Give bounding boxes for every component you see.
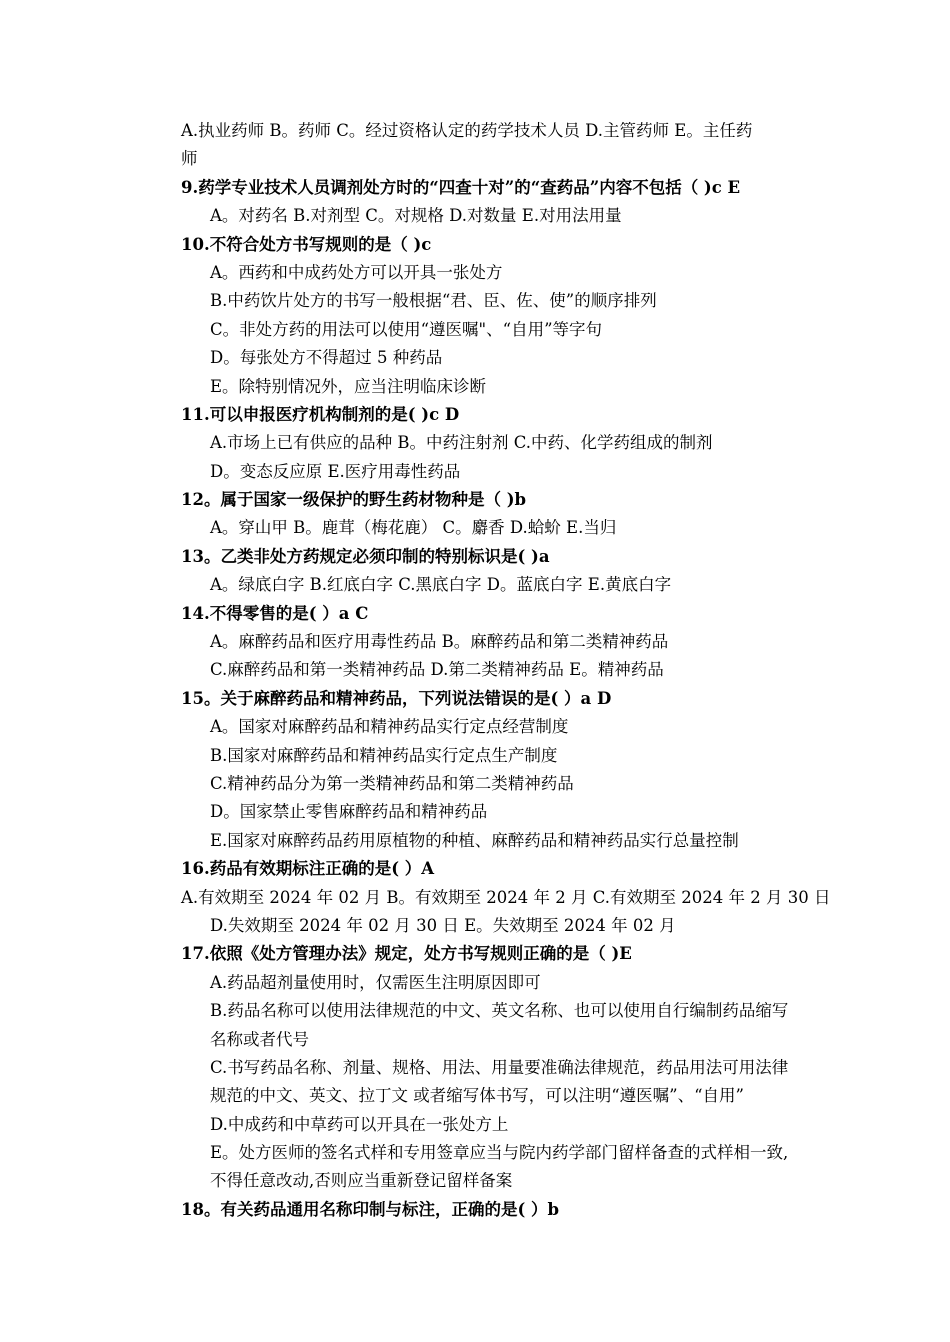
option-text: D.中成药和中草药可以开具在一张处方上: [210, 1114, 509, 1134]
question-text: 10.不符合处方书写规则的是（ )c: [181, 234, 432, 254]
option-text: A.执业药师 B。药师 C。经过资格认定的药学技术人员 D.主管药师 E。主任药: [181, 121, 753, 140]
option-text: A。国家对麻醉药品和精神药品实行定点经营制度: [210, 717, 569, 737]
question-list: [181, 117, 881, 1224]
option-text: D。每张处方不得超过 5 种药品: [210, 348, 443, 368]
option-text: C.精神药品分为第一类精神药品和第二类精神药品: [210, 773, 574, 793]
option-text: E。处方医师的签名式样和专用签章应当与院内药学部门留样备查的式样相一致,: [210, 1143, 789, 1163]
option-text: A。穿山甲 B。鹿茸（梅花鹿） C。麝香 D.蛤蚧 E.当归: [210, 518, 617, 538]
option-text: A.药品超剂量使用时，仅需医生注明原因即可: [210, 972, 541, 992]
question-text: 18。有关药品通用名称印制与标注，正确的是( ）b: [181, 1199, 560, 1219]
question-text: 12。属于国家一级保护的野生药材物种是（ )b: [181, 490, 527, 510]
option-text: B.国家对麻醉药品和精神药品实行定点生产制度: [210, 745, 558, 765]
question-text: 9.药学专业技术人员调剂处方时的“四查十对”的“查药品”内容不包括（ )c E: [181, 177, 741, 197]
option-text: E。除特别情况外，应当注明临床诊断: [210, 376, 487, 396]
option-text: A。绿底白字 B.红底白字 C.黑底白字 D。蓝底白字 E.黄底白字: [210, 575, 672, 595]
option-text: D。变态反应原 E.医疗用毒性药品: [210, 461, 461, 481]
question-text: 13。乙类非处方药规定必须印制的特别标识是( )a: [181, 546, 550, 566]
question-text: 16.药品有效期标注正确的是( ）A: [181, 859, 435, 879]
question-text: 11.可以申报医疗机构制剂的是( )c D: [181, 404, 460, 424]
question-text: 17.依照《处方管理办法》规定，处方书写规则正确的是（ )E: [181, 944, 632, 964]
option-text: 师: [181, 149, 198, 169]
option-text: C。非处方药的用法可以使用“遵医嘱"、“自用”等字句: [210, 319, 603, 339]
option-text: 规范的中文、英文、拉丁文 或者缩写体书写，可以注明“遵医嘱”、“自用”: [210, 1086, 744, 1106]
option-text: A。西药和中成药处方可以开具一张处方: [210, 262, 503, 282]
option-text: A.市场上已有供应的品种 B。中药注射剂 C.中药、化学药组成的制剂: [210, 433, 713, 453]
option-text: A。麻醉药品和医疗用毒性药品 B。麻醉药品和第二类精神药品: [210, 632, 669, 652]
option-text: B.药品名称可以使用法律规范的中文、英文名称、也可以使用自行编制药品缩写: [210, 1001, 789, 1021]
option-text: D。国家禁止零售麻醉药品和精神药品: [210, 802, 488, 822]
option-text: D.失效期至 2024 年 02 月 30 日 E。失效期至 2024 年 02 月: [210, 915, 676, 935]
option-text: B.中药饮片处方的书写一般根据“君、臣、佐、使”的顺序排列: [210, 291, 657, 311]
question-text: 15。关于麻醉药品和精神药品，下列说法错误的是( ）a D: [181, 688, 612, 708]
option-text: A。对药名 B.对剂型 C。对规格 D.对数量 E.对用法用量: [210, 206, 622, 226]
option-text: C.书写药品名称、剂量、规格、用法、用量要准确法律规范，药品用法可用法律: [210, 1057, 789, 1077]
option-text: 名称或者代号: [210, 1029, 309, 1049]
option-text: E.国家对麻醉药品药用原植物的种植、麻醉药品和精神药品实行总量控制: [210, 830, 739, 850]
option-text: 不得任意改动,否则应当重新登记留样备案: [210, 1171, 513, 1191]
option-text: A.有效期至 2024 年 02 月 B。有效期至 2024 年 2 月 C.有效期至 2024 年 2 月 30 日: [181, 887, 831, 907]
option-text: C.麻醉药品和第一类精神药品 D.第二类精神药品 E。精神药品: [210, 660, 664, 680]
question-text: 14.不得零售的是( ）a C: [181, 603, 369, 623]
